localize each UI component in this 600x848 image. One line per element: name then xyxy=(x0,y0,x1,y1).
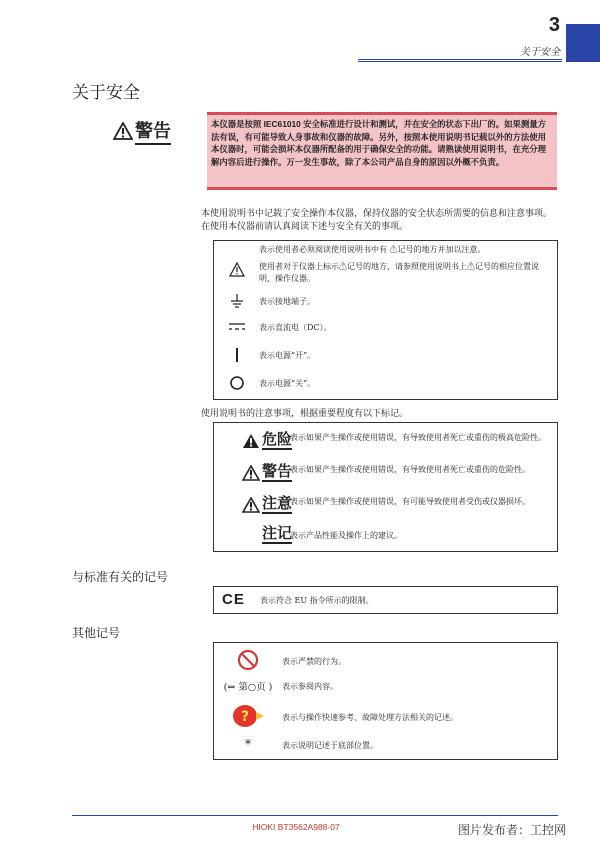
caution-label: 注意 xyxy=(261,495,292,512)
notice-text: 表示产品性能及操作上的建议。 xyxy=(290,531,402,540)
warning-text: 本仪器是按照 IEC61010 安全标准进行设计和测试，并在安全的状态下出厂的。如果测量方法有误，有可能导致人身事故和仪器的故障。另外，按照本使用说明书记载以外的方法使用本仪器时，可能会损坏本仪器所配备的用于确保安全的功能。请熟读使用说明书，在充分理解内容后进行操作。万一发生事故，除了本公司产品自身的原因以外概不负责。 xyxy=(211,119,547,167)
warning-label: 警告 xyxy=(135,117,171,145)
symbol-text: 表示使用者必须阅读使用说明书中有 ⚠记号的地方并加以注意。 xyxy=(259,245,486,254)
symbol-row xyxy=(214,373,557,395)
notice-row xyxy=(214,525,557,547)
warning-triangle-icon xyxy=(113,122,133,140)
other-row xyxy=(214,703,557,731)
question-hint-icon xyxy=(218,703,278,729)
running-title: 关于安全 xyxy=(520,47,560,58)
symbol-row xyxy=(214,345,557,367)
other-text: 表示参阅内容。 xyxy=(282,682,338,691)
intro-paragraph: 本使用说明书中记载了安全操作本仪器，保持仪器的安全状态所需要的信息和注意事项。在使用本仪器前请认真阅读下述与安全有关的事项。 xyxy=(201,209,553,232)
symbol-row xyxy=(214,241,557,259)
other-text: 表示说明记述于底部位置。 xyxy=(282,741,378,750)
other-row xyxy=(214,677,557,697)
warning-mark xyxy=(113,117,171,145)
reference-arrow-icon: (⇒ 第○页 ) xyxy=(223,682,273,693)
symbol-row xyxy=(214,317,557,339)
symbol-row xyxy=(214,291,557,313)
standards-title: 与标准有关的记号 xyxy=(72,570,169,584)
watermark: 图片发布者：工控网 xyxy=(458,823,567,837)
asterisk-icon: * xyxy=(245,737,251,751)
page-number: 3 xyxy=(548,14,560,36)
header-rule xyxy=(358,59,562,62)
other-row xyxy=(214,649,557,673)
notice-row xyxy=(214,493,557,521)
chapter-tab xyxy=(566,24,600,62)
notice-row xyxy=(214,429,557,457)
svg-text:?: ? xyxy=(240,709,250,725)
note-label: 注记 xyxy=(261,525,292,542)
symbol-text: 使用者对于仪器上标示⚠记号的地方，请参照使用说明书上⚠记号的相应位置说明，操作仪器。 xyxy=(259,262,539,283)
power-on-icon xyxy=(222,347,252,363)
dc-icon xyxy=(222,321,252,331)
prohibited-icon xyxy=(218,649,278,671)
standards-box xyxy=(213,586,558,614)
footer-code: HIOKI BT3562A988-07 xyxy=(252,822,340,832)
danger-label: 危险 xyxy=(261,431,292,448)
warning-triangle-icon xyxy=(222,262,252,277)
symbol-row xyxy=(214,259,557,289)
other-text: 表示与操作快速参考、故障处理方法相关的记述。 xyxy=(282,713,458,722)
symbol-text: 表示接地端子。 xyxy=(259,297,315,306)
other-text: 表示严禁的行为。 xyxy=(282,657,346,666)
notice-text: 表示如果产生操作或使用错误，有导致使用者死亡或重伤的危险性。 xyxy=(290,465,530,474)
section-title: 关于安全 xyxy=(72,83,140,102)
symbol-text: 表示电源“开”。 xyxy=(259,351,316,360)
notice-text: 表示如果产生操作或使用错误，有导致使用者死亡或重伤的极高危险性。 xyxy=(290,433,546,442)
other-title: 其他记号 xyxy=(72,626,121,640)
warning-triangle-icon xyxy=(242,465,260,481)
warning-box xyxy=(207,112,557,190)
ce-mark-icon: CE xyxy=(222,591,245,608)
symbol-text: 表示电源“关”。 xyxy=(259,379,316,388)
footer-rule xyxy=(72,815,558,816)
standards-text: 表示符合 EU 指令所示的限制。 xyxy=(260,596,374,605)
notice-table xyxy=(213,422,558,552)
other-row xyxy=(214,737,557,755)
symbol-text: 表示直流电（DC）。 xyxy=(259,323,332,332)
notice-intro: 使用说明书的注意事项，根据重要程度有以下标记。 xyxy=(201,409,409,419)
ground-icon xyxy=(222,293,252,309)
power-off-icon xyxy=(222,375,252,391)
warning-notice-label: 警告 xyxy=(261,463,292,480)
danger-triangle-icon xyxy=(242,433,260,449)
caution-triangle-icon xyxy=(242,497,260,513)
symbols-table xyxy=(213,240,558,400)
other-table xyxy=(213,642,558,760)
notice-row xyxy=(214,461,557,489)
notice-text: 表示如果产生操作或使用错误，有可能导致使用者受伤或仪器损坏。 xyxy=(290,497,530,506)
